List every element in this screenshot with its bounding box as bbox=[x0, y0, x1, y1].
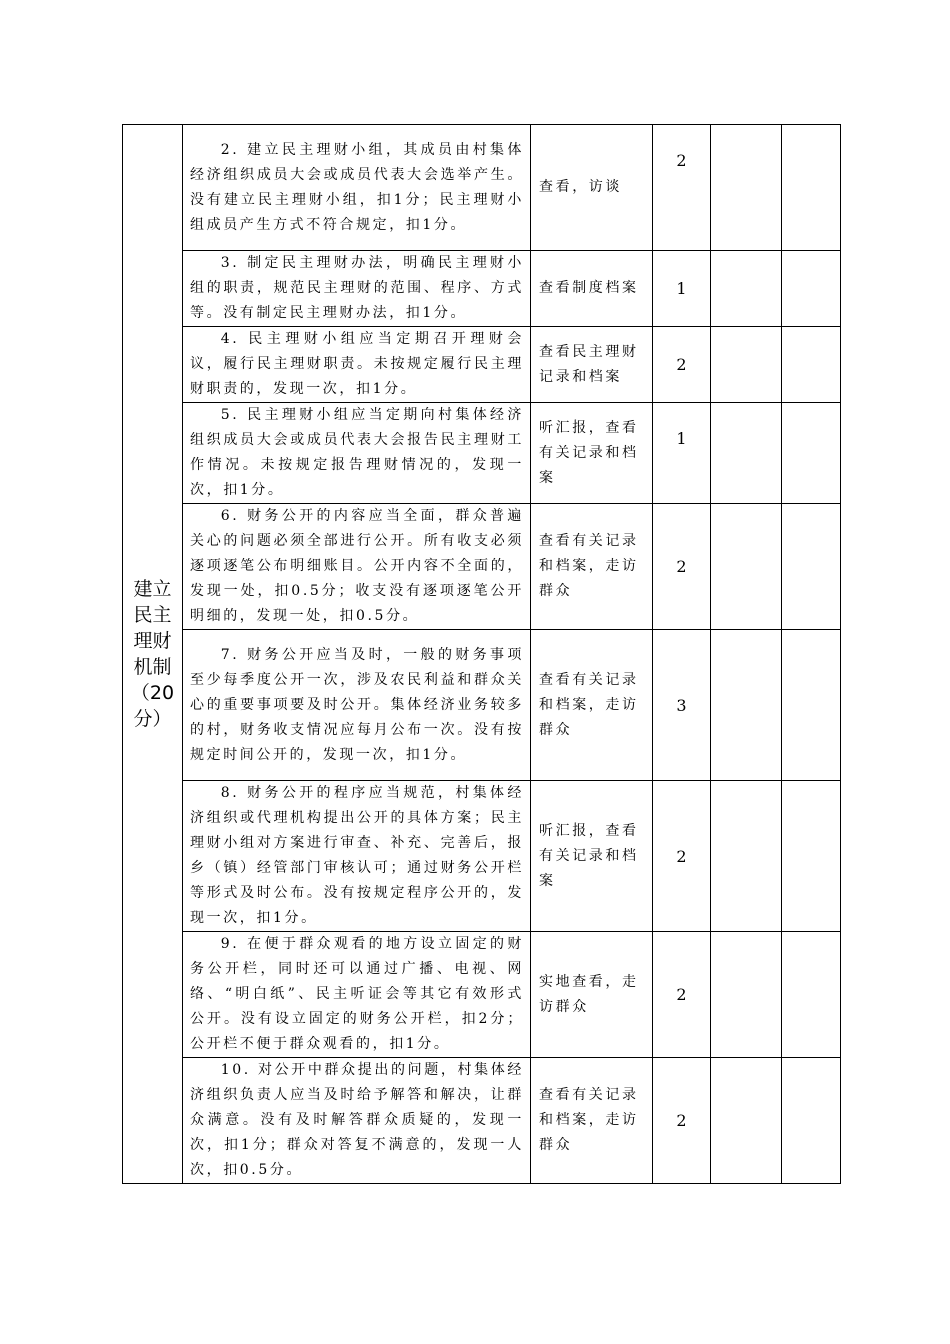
table-row bbox=[123, 504, 841, 630]
method-cell: 实地查看，走访群众 bbox=[531, 932, 653, 1058]
score-cell: 2 bbox=[653, 125, 711, 251]
blank-cell bbox=[711, 504, 782, 630]
blank-cell bbox=[711, 125, 782, 251]
blank-cell bbox=[711, 251, 782, 327]
criteria-cell bbox=[183, 125, 531, 251]
blank-cell bbox=[782, 251, 841, 327]
blank-cell bbox=[782, 504, 841, 630]
method-cell: 听汇报，查看有关记录和档案 bbox=[531, 403, 653, 504]
method-cell: 听汇报，查看有关记录和档案 bbox=[531, 781, 653, 932]
blank-cell bbox=[711, 630, 782, 781]
method-cell: 查看制度档案 bbox=[531, 251, 653, 327]
table-row bbox=[123, 932, 841, 1058]
table-row bbox=[123, 781, 841, 932]
category-line: 建立 bbox=[133, 578, 172, 600]
method-cell: 查看，访谈 bbox=[531, 125, 653, 251]
criteria-text: 4. 民主理财小组应当定期召开理财会议，履行民主理财职责。未按规定履行民主理财职责的，发现一次，扣1分。 bbox=[190, 331, 524, 397]
blank-cell bbox=[711, 403, 782, 504]
table-row bbox=[123, 327, 841, 403]
blank-cell bbox=[782, 403, 841, 504]
criteria-cell bbox=[183, 504, 531, 630]
category-line: （20 bbox=[130, 682, 175, 704]
criteria-text: 6. 财务公开的内容应当全面，群众普遍关心的问题必须全部进行公开。所有收支必须逐项逐笔公布明细账目。公开内容不全面的，发现一处，扣0.5分；收支没有逐项逐笔公开明细的，发现一处，扣0.5分。 bbox=[190, 508, 524, 624]
method-cell: 查看有关记录和档案，走访群众 bbox=[531, 630, 653, 781]
criteria-cell bbox=[183, 932, 531, 1058]
criteria-text: 10. 对公开中群众提出的问题，村集体经济组织负责人应当及时给予解答和解决，让群众满意。没有及时解答群众质疑的，发现一次，扣1分；群众对答复不满意的，发现一人次，扣0.5分。 bbox=[190, 1062, 524, 1178]
blank-cell bbox=[782, 125, 841, 251]
criteria-text: 8. 财务公开的程序应当规范，村集体经济组织或代理机构提出公开的具体方案；民主理财小组对方案进行审查、补充、完善后，报乡（镇）经管部门审核认可；通过财务公开栏等形式及时公布。没有按规定程序公开的，发现一次，扣1分。 bbox=[190, 785, 524, 926]
score-cell: 2 bbox=[653, 327, 711, 403]
score-cell: 2 bbox=[653, 781, 711, 932]
blank-cell bbox=[782, 630, 841, 781]
category-line: 理财 bbox=[133, 630, 172, 652]
method-cell: 查看民主理财记录和档案 bbox=[531, 327, 653, 403]
criteria-cell bbox=[183, 1058, 531, 1184]
criteria-text: 2. 建立民主理财小组，其成员由村集体经济组织成员大会或成员代表大会选举产生。没有建立民主理财小组，扣1分；民主理财小组成员产生方式不符合规定，扣1分。 bbox=[190, 141, 524, 233]
criteria-cell bbox=[183, 630, 531, 781]
blank-cell bbox=[711, 1058, 782, 1184]
blank-cell bbox=[782, 1058, 841, 1184]
category-line: 民主 bbox=[133, 604, 172, 626]
criteria-text: 9. 在便于群众观看的地方设立固定的财务公开栏，同时还可以通过广播、电视、网络、“明白纸”、民主听证会等其它有效形式公开。没有设立固定的财务公开栏，扣2分；公开栏不便于群众观看的，扣1分。 bbox=[190, 936, 524, 1052]
method-cell: 查看有关记录和档案，走访群众 bbox=[531, 504, 653, 630]
method-cell: 查看有关记录和档案，走访群众 bbox=[531, 1058, 653, 1184]
blank-cell bbox=[782, 327, 841, 403]
score-cell: 3 bbox=[653, 630, 711, 781]
category-line: 机制 bbox=[133, 656, 172, 678]
assessment-table bbox=[122, 124, 841, 1184]
table-row bbox=[123, 125, 841, 251]
criteria-text: 3. 制定民主理财办法，明确民主理财小组的职责，规范民主理财的范围、程序、方式等。没有制定民主理财办法，扣1分。 bbox=[190, 255, 524, 321]
score-cell: 2 bbox=[653, 504, 711, 630]
table-row bbox=[123, 630, 841, 781]
criteria-text: 7. 财务公开应当及时，一般的财务事项至少每季度公开一次，涉及农民利益和群众关心的重要事项要及时公开。集体经济业务较多的村，财务收支情况应每月公布一次。没有按规定时间公开的，发现一次，扣1分。 bbox=[190, 646, 524, 763]
table-row bbox=[123, 1058, 841, 1184]
table-row bbox=[123, 403, 841, 504]
blank-cell bbox=[711, 327, 782, 403]
category-cell bbox=[123, 125, 183, 1184]
criteria-cell bbox=[183, 403, 531, 504]
blank-cell bbox=[711, 781, 782, 932]
score-cell: 2 bbox=[653, 1058, 711, 1184]
criteria-cell bbox=[183, 251, 531, 327]
table-row bbox=[123, 251, 841, 327]
score-cell: 1 bbox=[653, 251, 711, 327]
score-cell: 1 bbox=[653, 403, 711, 504]
blank-cell bbox=[782, 781, 841, 932]
blank-cell bbox=[711, 932, 782, 1058]
criteria-cell bbox=[183, 327, 531, 403]
category-line: 分） bbox=[133, 708, 172, 730]
criteria-cell bbox=[183, 781, 531, 932]
criteria-text: 5. 民主理财小组应当定期向村集体经济组织成员大会或成员代表大会报告民主理财工作情况。未按规定报告理财情况的，发现一次，扣1分。 bbox=[190, 407, 524, 498]
blank-cell bbox=[782, 932, 841, 1058]
score-cell: 2 bbox=[653, 932, 711, 1058]
